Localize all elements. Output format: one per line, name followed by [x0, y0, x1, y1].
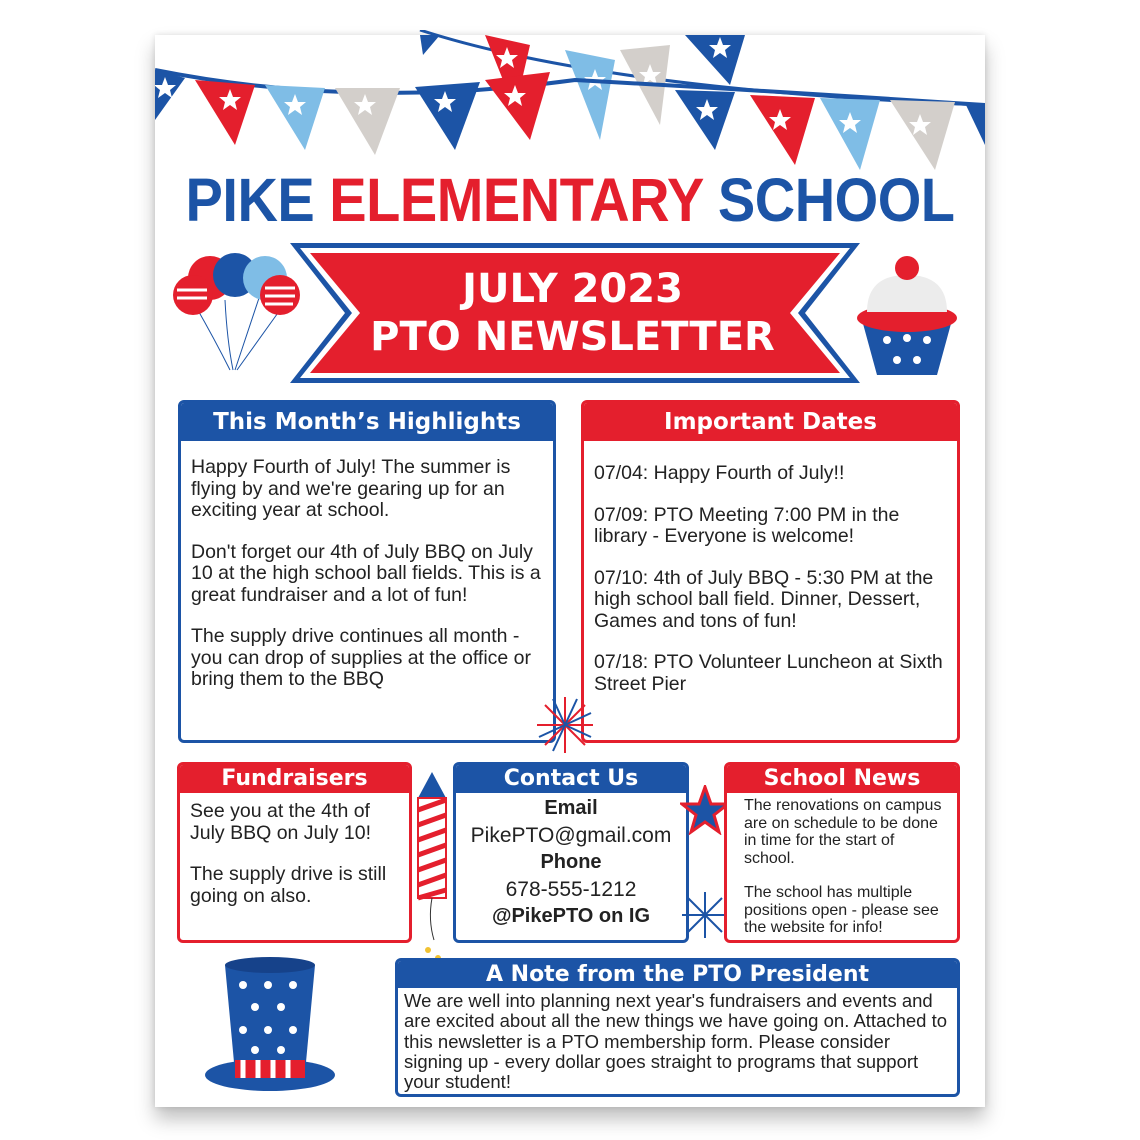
- phone-number[interactable]: 678-555-1212: [505, 878, 637, 901]
- phone-label: Phone: [540, 851, 602, 873]
- school-news-paragraph: The renovations on campus are on schedule to be done in time for the start of school.: [744, 797, 942, 867]
- contact-section: [453, 762, 689, 943]
- highlights-paragraph: Happy Fourth of July! The summer is flying by and we're gearing up for an exciting year at school.: [191, 456, 511, 521]
- school-news-heading: School News: [727, 765, 957, 793]
- ribbon-banner: [290, 243, 860, 383]
- balloons-icon: [165, 250, 305, 375]
- fundraisers-section: [177, 762, 412, 943]
- highlights-heading: This Month’s Highlights: [181, 403, 553, 441]
- highlights-section: [178, 400, 556, 743]
- firework-icon: [535, 695, 595, 755]
- fundraisers-paragraph: The supply drive is still going on also.: [190, 863, 387, 907]
- fundraisers-paragraph: See you at the 4th of July BBQ on July 10!: [190, 800, 372, 844]
- date-item: 07/18: PTO Volunteer Luncheon at Sixth Street Pier: [594, 651, 943, 695]
- social-handle[interactable]: @PikePTO on IG: [491, 905, 651, 927]
- top-hat-icon: [203, 955, 338, 1095]
- school-news-section: [724, 762, 960, 943]
- president-note-section: [395, 958, 960, 1097]
- title-word: PIKE: [185, 164, 315, 235]
- note-text: We are well into planning next year's fundraisers and events and are excited about all the new things we have going on. Attached to this newsletter is a PTO membership form. Please consider signing up - every dollar goes straight to programs that support your student!: [404, 990, 948, 1093]
- school-title: [155, 165, 985, 235]
- fundraisers-heading: Fundraisers: [180, 765, 409, 793]
- highlights-paragraph: Don't forget our 4th of July BBQ on July 10 at the high school ball fields. This is a great fundraiser and a lot of fun!: [191, 540, 541, 606]
- firework-icon: [680, 890, 730, 940]
- email-label: Email: [544, 797, 598, 819]
- cupcake-icon: [852, 250, 962, 380]
- email-link[interactable]: PikePTO@gmail.com: [470, 824, 672, 847]
- banner-subtitle: PTO NEWSLETTER: [370, 314, 775, 360]
- star-icon: [680, 785, 730, 835]
- highlights-paragraph: The supply drive continues all month - you can drop of supplies at the office or bring them to the BBQ: [191, 625, 532, 690]
- date-item: 07/09: PTO Meeting 7:00 PM in the library - Everyone is welcome!: [594, 503, 900, 547]
- date-item: 07/10: 4th of July BBQ - 5:30 PM at the high school ball field. Dinner, Dessert, Games and tons of fun!: [594, 566, 934, 632]
- important-dates-section: [581, 400, 960, 743]
- rocket-icon: [410, 770, 455, 970]
- dates-heading: Important Dates: [584, 403, 957, 441]
- note-heading: A Note from the PTO President: [398, 961, 957, 988]
- title-word: ELEMENTARY: [329, 164, 703, 235]
- school-news-paragraph: The school has multiple positions open - please see the website for info!: [744, 884, 939, 936]
- banner-date: JULY 2023: [462, 266, 683, 312]
- date-item: 07/04: Happy Fourth of July!!: [594, 462, 845, 484]
- title-word: SCHOOL: [717, 164, 955, 235]
- bunting-decoration: [155, 30, 985, 170]
- contact-heading: Contact Us: [456, 765, 686, 793]
